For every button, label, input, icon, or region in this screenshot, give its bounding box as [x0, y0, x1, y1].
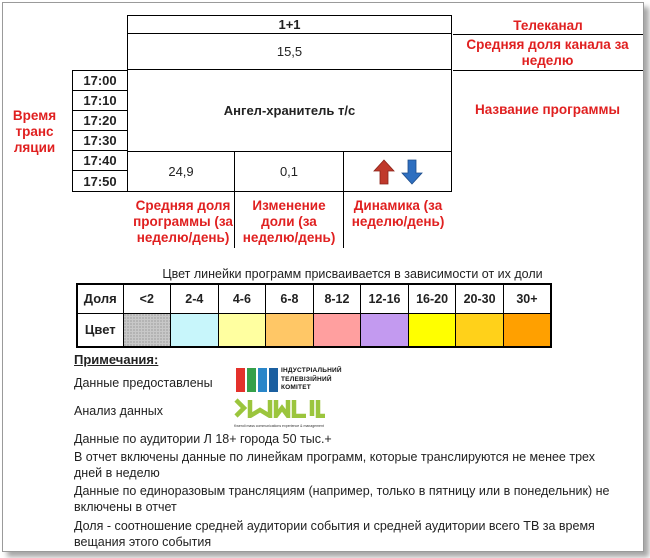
bin-swatch: [503, 313, 551, 347]
program-label: Название программы: [475, 102, 620, 117]
time-slot-5: 17:40: [72, 150, 128, 171]
share-change-label: Изменение доли (за неделю/день): [242, 198, 336, 245]
channel-label-underline: [453, 34, 643, 35]
time-slot-2: 17:10: [72, 90, 128, 111]
share-row-label: Доля: [77, 284, 123, 313]
channel-share-underline: [453, 70, 643, 71]
arrow-down-icon: [402, 160, 422, 184]
dynamics-arrows: [373, 158, 423, 186]
label-divider-1: [234, 192, 235, 248]
program-share-cell: [127, 151, 235, 192]
bin-label: 20-30: [456, 284, 504, 313]
channel-share: 15,5: [276, 44, 303, 59]
bin-label: 2-4: [171, 284, 219, 313]
bin-label: 30+: [503, 284, 551, 313]
color-scale-title: Цвет линейки программ присваивается в зависимости от их доли: [162, 267, 543, 281]
dynamics-label: Динамика (за неделю/день): [351, 198, 445, 229]
share-definition-note: Доля - соотношение средней аудитории события и средней аудитории всего ТВ за время вещания этого события: [74, 519, 595, 549]
kwendi-logo-mark: [234, 398, 328, 418]
color-row-label: Цвет: [77, 313, 123, 347]
kwendi-logo: [234, 398, 330, 428]
channel-share-label: Средняя доля канала за неделю: [466, 37, 629, 68]
channel-name-cell: [127, 15, 452, 34]
itk-logo-bar-red: [236, 368, 245, 392]
bin-label: 8-12: [313, 284, 361, 313]
notes-heading: Примечания:: [74, 352, 159, 367]
bin-swatch: [313, 313, 361, 347]
bin-label: 12-16: [361, 284, 409, 313]
color-scale-table: [76, 283, 552, 348]
time-slot-3: 17:20: [72, 110, 128, 131]
bin-swatch: [456, 313, 504, 347]
time-slot-6: 17:50: [72, 170, 128, 192]
bin-swatch: [171, 313, 219, 347]
program-name: Ангел-хранитель т/с: [223, 103, 356, 118]
single-broadcast-note: Данные по единоразовым трансляциям (например, только в пятницу или в понедельник) не включены в отчет: [74, 484, 610, 514]
channel-label: Телеканал: [513, 18, 583, 33]
channel-share-cell: [127, 33, 452, 70]
bin-label: 4-6: [218, 284, 266, 313]
program-name-cell: [127, 69, 452, 152]
bin-label: 6-8: [266, 284, 314, 313]
arrow-up-icon: [374, 160, 394, 184]
channel-name: 1+1: [278, 17, 301, 32]
bin-swatch: [123, 313, 171, 347]
itk-logo-bar-blue: [258, 368, 267, 392]
provided-by-text: Данные предоставлены: [74, 376, 213, 390]
dynamics-cell: [343, 151, 452, 192]
program-share: 24,9: [168, 164, 194, 179]
analysis-by-text: Анализ данных: [74, 404, 163, 418]
itk-logo-text: ІНДУСТРІАЛЬНИЙ ТЕЛЕВІЗІЙНИЙ КОМІТЕТ: [281, 367, 342, 391]
itk-logo-bar-blue2: [269, 368, 278, 392]
inclusion-note: В отчет включены данные по линейкам программ, которые транслируются не менее трех дней в неделю: [74, 450, 595, 480]
share-change: 0,1: [279, 164, 299, 179]
time-slot-1: 17:00: [72, 70, 128, 91]
audience-note: Данные по аудитории Л 18+ города 50 тыс.+: [74, 432, 332, 446]
itk-logo: [236, 366, 342, 396]
bin-swatch: [218, 313, 266, 347]
bin-swatch: [408, 313, 456, 347]
bin-swatch: [266, 313, 314, 347]
bin-label: <2: [123, 284, 171, 313]
time-slot-4: 17:30: [72, 130, 128, 151]
program-share-label: Средняя доля программы (за неделю/день): [133, 198, 233, 245]
itk-logo-bar-green: [247, 368, 256, 392]
bin-label: 16-20: [408, 284, 456, 313]
share-change-cell: [234, 151, 344, 192]
kwendi-logo-tagline: Kwendi mass communications experience & management: [234, 424, 324, 428]
time-label: Время транс ляции: [12, 108, 57, 155]
bin-swatch: [361, 313, 409, 347]
